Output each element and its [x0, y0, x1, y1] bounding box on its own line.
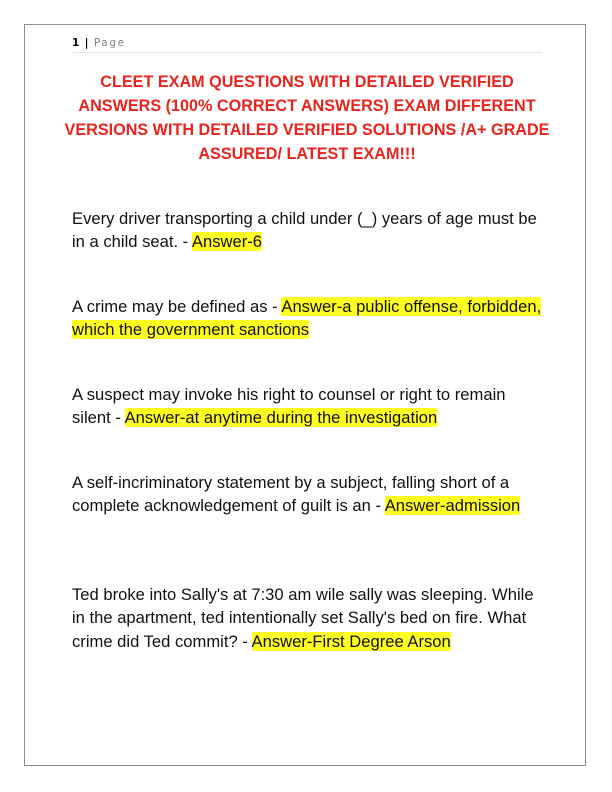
question-text: A suspect may invoke his right to counsel or right to remain silent - — [72, 385, 506, 428]
answer-text: Answer-admission — [384, 496, 521, 516]
answer-text: Answer-First Degree Arson — [251, 631, 451, 651]
page-header — [72, 36, 542, 53]
question-text: Ted broke into Sally's at 7:30 am wile sally was sleeping. While in the apartment, ted intentionally set Sally's bed on fire. What crime did Ted commit? - — [72, 585, 534, 651]
qa-item-1 — [72, 207, 542, 254]
question-text: Every driver transporting a child under (_) years of age must be in a child seat. - — [72, 209, 537, 252]
qa-item-5 — [72, 583, 542, 653]
qa-item-3 — [72, 383, 542, 430]
question-text: A self-incriminatory statement by a subject, falling short of a complete acknowledgement of guilt is an - — [72, 473, 510, 516]
page-separator: | — [84, 37, 89, 49]
answer-text: Answer-a public offense, forbidden, which the government sanctions — [72, 297, 542, 340]
qa-item-4 — [72, 471, 542, 518]
document-title: CLEET EXAM QUESTIONS WITH DETAILED VERIFIED ANSWERS (100% CORRECT ANSWERS) EXAM DIFFERENT VERSIONS WITH DETAILED VERIFIED SOLUTIONS /A+ GRADE ASSURED/ LATEST EXAM!!! — [64, 73, 550, 163]
page-number: 1 — [72, 37, 80, 49]
answer-text: Answer-6 — [191, 232, 263, 252]
answer-text: Answer-at anytime during the investigation — [124, 408, 438, 428]
page-label: Page — [93, 37, 126, 49]
qa-item-2 — [72, 295, 542, 342]
question-text: A crime may be defined as - — [72, 297, 282, 316]
